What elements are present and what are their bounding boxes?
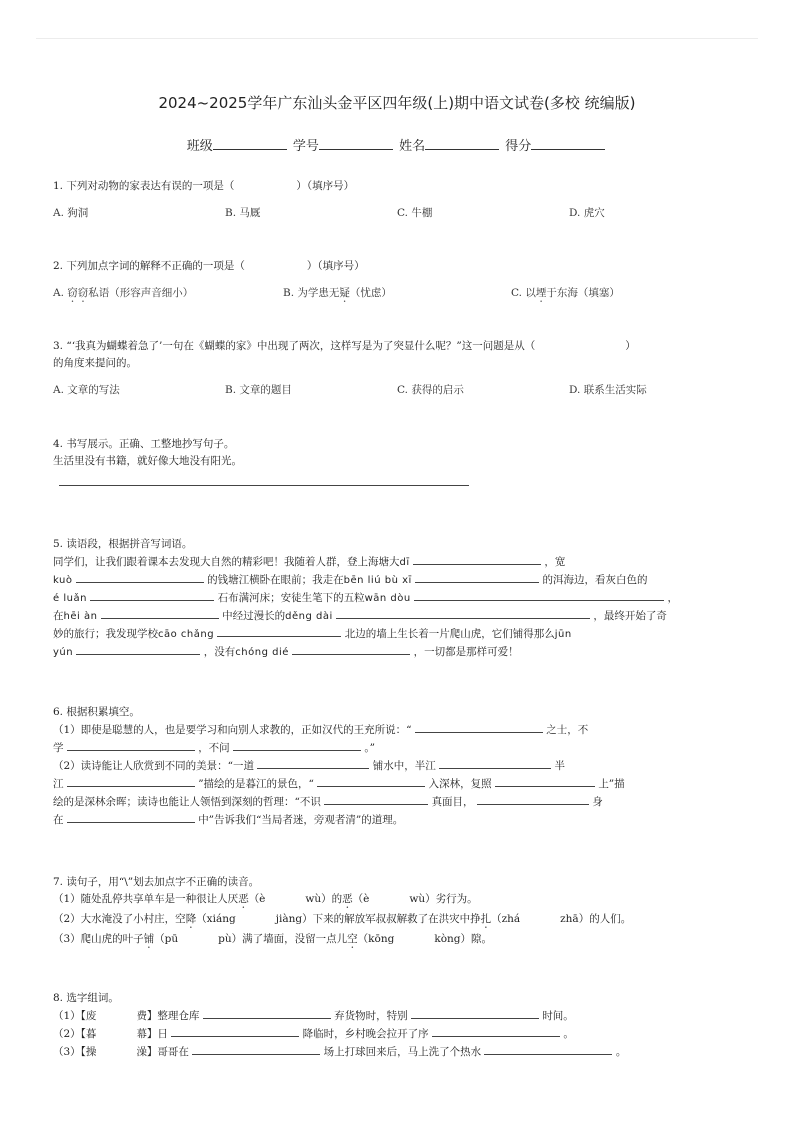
q6-text-1c: 学	[53, 742, 64, 754]
q7-reading-6b[interactable]: kòng）隙。	[434, 933, 492, 945]
q6-blank-5[interactable]	[439, 757, 551, 769]
q7-reading-4a[interactable]: （zhá	[491, 913, 521, 925]
q6-text-2b: 铺水中，半江	[372, 760, 436, 772]
q2-option-a-text: 私语（形容声音细小）	[88, 287, 194, 299]
q6-text-1e: 。”	[364, 742, 375, 754]
q5-text-13: ，一切都是那样可爱！	[413, 646, 519, 658]
q5-stem: 5. 读语段，根据拼音写词语。	[53, 538, 193, 550]
q7-dotted-6: 空	[347, 933, 358, 945]
q2-option-c[interactable]	[511, 285, 620, 305]
q7-stem: 7. 读句子，用“\”划去加点字不正确的读音。	[53, 876, 260, 888]
q5-pinyin-5: wān dòu	[364, 593, 411, 604]
q6-blank-9[interactable]	[324, 793, 428, 805]
q6-blank-10[interactable]	[477, 793, 589, 805]
q8-blank-2[interactable]	[411, 1007, 539, 1019]
question-2	[53, 258, 743, 303]
q5-text-6: ，	[667, 592, 678, 604]
q7-reading-1b[interactable]: wù）的	[305, 893, 343, 905]
question-6	[53, 704, 743, 829]
q6-blank-3[interactable]	[233, 739, 361, 751]
q5-text-10: 妙的旅行；我发现学校	[53, 628, 158, 640]
q7-reading-4b[interactable]: zhā）的人们。	[560, 913, 632, 925]
q3-line2: 的角度来提问的。	[53, 357, 137, 369]
header-rule	[36, 38, 758, 39]
q6-blank-1[interactable]	[415, 721, 543, 733]
q2-option-a-dotted: 窃窃	[67, 287, 89, 299]
q5-pinyin-9b: yún	[53, 647, 74, 658]
field-score-blank[interactable]	[531, 137, 605, 150]
field-name-blank[interactable]	[425, 137, 499, 150]
q2-option-c-dotted: 堙	[535, 287, 547, 299]
question-5	[53, 536, 743, 661]
q6-text-2k: 在	[53, 814, 64, 826]
q6-blank-7[interactable]	[317, 775, 425, 787]
q6-text-2c: 半	[554, 760, 565, 772]
q4-stem: 4. 书写展示。正确、工整地抄写句子。	[53, 438, 235, 450]
q8-choice-3b: 澡】哥哥在	[136, 1046, 189, 1058]
q5-pinyin-2: kuò	[53, 575, 73, 586]
q1-stem-end: ）（填序号）	[296, 180, 355, 192]
q6-text-1b: 之士，不	[546, 724, 589, 736]
q7-text-2a: （2）大水淹没了小村庄，空	[53, 913, 186, 925]
q5-pinyin-8: cāo chǎng	[158, 629, 215, 640]
q6-text-2l: 中”告诉我们“当局者迷，旁观者清”的道理。	[198, 814, 404, 826]
q3-option-c[interactable]: C. 获得的启示	[397, 384, 464, 396]
q1-option-c[interactable]: C. 牛棚	[397, 207, 433, 219]
q6-text-1a: （1）即使是聪慧的人，也是要学习和向别人求教的，正如汉代的王充所说：“	[53, 724, 412, 736]
q5-pinyin-4: é luǎn	[53, 593, 87, 604]
q5-blank-10[interactable]	[292, 643, 410, 655]
q7-dotted-2: 恶	[342, 893, 353, 905]
q8-text-1d: 时间。	[542, 1010, 574, 1022]
q6-text-2f: 入深林，复照	[428, 778, 492, 790]
q8-choice-1a: （1）【废	[53, 1010, 97, 1022]
q5-text-3: 的钱塘江横卧在眼前；我走在	[207, 574, 344, 586]
q5-blank-1[interactable]	[413, 553, 541, 565]
q7-reading-5a[interactable]: （pū	[154, 933, 179, 945]
q3-option-b[interactable]: B. 文章的题目	[225, 384, 292, 396]
question-4	[53, 436, 743, 486]
q8-choice-1b: 费】整理仓库	[136, 1010, 200, 1022]
q5-blank-5[interactable]	[414, 589, 664, 601]
q1-stem: 1. 下列对动物的家表达有误的一项是（	[53, 180, 235, 192]
q8-text-3d: 。	[615, 1046, 627, 1058]
q8-text-1c: 弃货物时，特别	[334, 1010, 408, 1022]
q7-dotted-4: 扎	[480, 913, 492, 925]
q7-reading-3a[interactable]: （xiáng	[196, 913, 236, 925]
q6-text-2i: 真面目，	[431, 796, 474, 808]
q2-option-b-dotted: 疑	[339, 287, 350, 299]
q6-text-2d: 江	[53, 778, 64, 790]
q8-choice-3a: （3）【操	[53, 1046, 97, 1058]
q7-reading-3b[interactable]: jiàng）下来的解放军叔叔解救了在洪灾中挣	[275, 913, 481, 925]
q5-text-1: 同学们，让我们跟着课本去发现大自然的精彩吧！我随着人群，登上海塘大	[53, 556, 400, 568]
q7-reading-1a[interactable]: （è	[248, 893, 266, 905]
q7-reading-6a[interactable]: （kōng	[357, 933, 395, 945]
q5-pinyin-7: děng dài	[285, 611, 333, 622]
q6-text-2h: 绘的是深林余晖；读诗也能让人领悟到深刻的哲理：“不识	[53, 796, 321, 808]
page-title: 2024~2025学年广东汕头金平区四年级(上)期中语文试卷(多校 统编版)	[158, 94, 636, 112]
q8-choice-2b: 幕】日	[136, 1028, 168, 1040]
q5-text-7: 在	[53, 610, 64, 622]
question-7	[53, 874, 743, 951]
q7-text-3a: （3）爬山虎的叶子	[53, 933, 144, 945]
q8-blank-4[interactable]	[432, 1025, 560, 1037]
field-number-label: 学号	[292, 139, 319, 154]
q3-line1: 3. “‘我真为蝴蝶着急了’一句在《蝴蝶的家》中出现了两次，这样写是为了突显什么呢？”这一问题是从（	[53, 340, 536, 352]
q5-blank-9[interactable]	[76, 643, 200, 655]
q1-option-d[interactable]: D. 虎穴	[569, 207, 605, 219]
q6-blank-6[interactable]	[67, 775, 195, 787]
q7-reading-5b[interactable]: pù）满了墙面，没留一点儿	[218, 933, 348, 945]
q4-copy-line[interactable]	[59, 484, 469, 486]
q6-blank-4[interactable]	[257, 757, 369, 769]
q6-blank-2[interactable]	[67, 739, 195, 751]
field-class-label: 班级	[186, 139, 213, 154]
q8-text-3c: 场上打球回来后，马上洗了个热水	[323, 1046, 482, 1058]
q7-text-1a: （1）随处乱停共享单车是一种很让人厌	[53, 893, 239, 905]
field-name-label: 姓名	[399, 139, 426, 154]
q5-text-11: 北边的墙上生长着一片爬山虎，它们铺得那么	[344, 628, 555, 640]
q5-blank-7[interactable]	[336, 607, 590, 619]
q6-stem: 6. 根据积累填空。	[53, 706, 140, 718]
q5-pinyin-1: dī	[399, 557, 410, 568]
q6-blank-11[interactable]	[67, 811, 195, 823]
q2-option-a-prefix: A.	[53, 287, 68, 299]
q2-option-b-prefix: B. 为学患无	[283, 287, 340, 299]
question-3	[53, 338, 743, 400]
q5-text-4: 的洱海边，看灰白色的	[542, 574, 648, 586]
q4-sentence: 生活里没有书籍，就好像大地没有阳光。	[53, 455, 242, 467]
q2-option-b-text: （忧虑）	[349, 287, 392, 299]
q8-blank-5[interactable]	[192, 1043, 320, 1055]
q7-dotted-5: 铺	[143, 933, 155, 945]
q5-pinyin-9: jūn	[554, 629, 572, 640]
field-score-label: 得分	[505, 139, 532, 154]
q5-pinyin-10: chóng dié	[235, 647, 289, 658]
question-8	[53, 990, 743, 1061]
q5-pinyin-6: hēi àn	[63, 611, 98, 622]
q3-option-d[interactable]: D. 联系生活实际	[569, 384, 647, 396]
q2-option-a[interactable]	[53, 285, 193, 305]
q7-reading-2b[interactable]: wù）劣行为。	[409, 893, 478, 905]
q8-text-2d: 。	[563, 1028, 574, 1040]
q5-text-12: ，没有	[203, 646, 236, 658]
q6-text-2g: 上”描	[598, 778, 625, 790]
q2-stem: 2. 下列加点字词的解释不正确的一项是（	[53, 260, 245, 272]
q2-option-c-text: 于东海（填塞）	[546, 287, 620, 299]
q1-option-a[interactable]: A. 狗洞	[53, 207, 89, 219]
q2-option-b[interactable]	[283, 285, 392, 305]
q8-blank-6[interactable]	[484, 1043, 612, 1055]
field-class-blank[interactable]	[213, 137, 287, 150]
question-1	[53, 178, 743, 223]
q5-pinyin-3: bēn liú bù xī	[343, 575, 412, 586]
q5-blank-8[interactable]	[217, 625, 341, 637]
q6-text-2e: ”描绘的是暮江的景色，“	[198, 778, 314, 790]
q6-blank-8[interactable]	[495, 775, 595, 787]
field-number-blank[interactable]	[319, 137, 393, 150]
q2-option-c-prefix: C. 以	[511, 287, 536, 299]
q5-blank-4[interactable]	[90, 589, 214, 601]
q2-stem-end: ）（填序号）	[306, 260, 365, 272]
q6-text-2j: 身	[592, 796, 603, 808]
q5-text-2: ，宽	[544, 556, 566, 568]
q7-dotted-1: 恶	[238, 893, 249, 905]
q8-choice-2a: （2）【暮	[53, 1028, 97, 1040]
q5-text-5: 石布满河床；安徒生笔下的五粒	[217, 592, 365, 604]
q5-text-8: 中经过漫长的	[222, 610, 286, 622]
q5-blank-3[interactable]	[415, 571, 539, 583]
q6-text-1d: ，不问	[198, 742, 230, 754]
q8-stem: 8. 选字组词。	[53, 992, 119, 1004]
q5-blank-2[interactable]	[76, 571, 204, 583]
q5-blank-6[interactable]	[101, 607, 219, 619]
q3-option-a[interactable]: A. 文章的写法	[53, 384, 120, 396]
q1-option-b[interactable]: B. 马厩	[225, 207, 261, 219]
q7-dotted-3: 降	[185, 913, 197, 925]
q6-text-2a: （2）读诗能让人欣赏到不同的美景：“一道	[53, 760, 255, 772]
q3-line1-end: ）	[625, 340, 636, 352]
q8-blank-3[interactable]	[171, 1025, 299, 1037]
q8-blank-1[interactable]	[203, 1007, 331, 1019]
q7-reading-2a[interactable]: （è	[352, 893, 370, 905]
q8-text-2c: 降临时，乡村晚会拉开了序	[302, 1028, 429, 1040]
q5-text-9: ，最终开始了奇	[593, 610, 667, 622]
student-info-line	[0, 135, 794, 154]
